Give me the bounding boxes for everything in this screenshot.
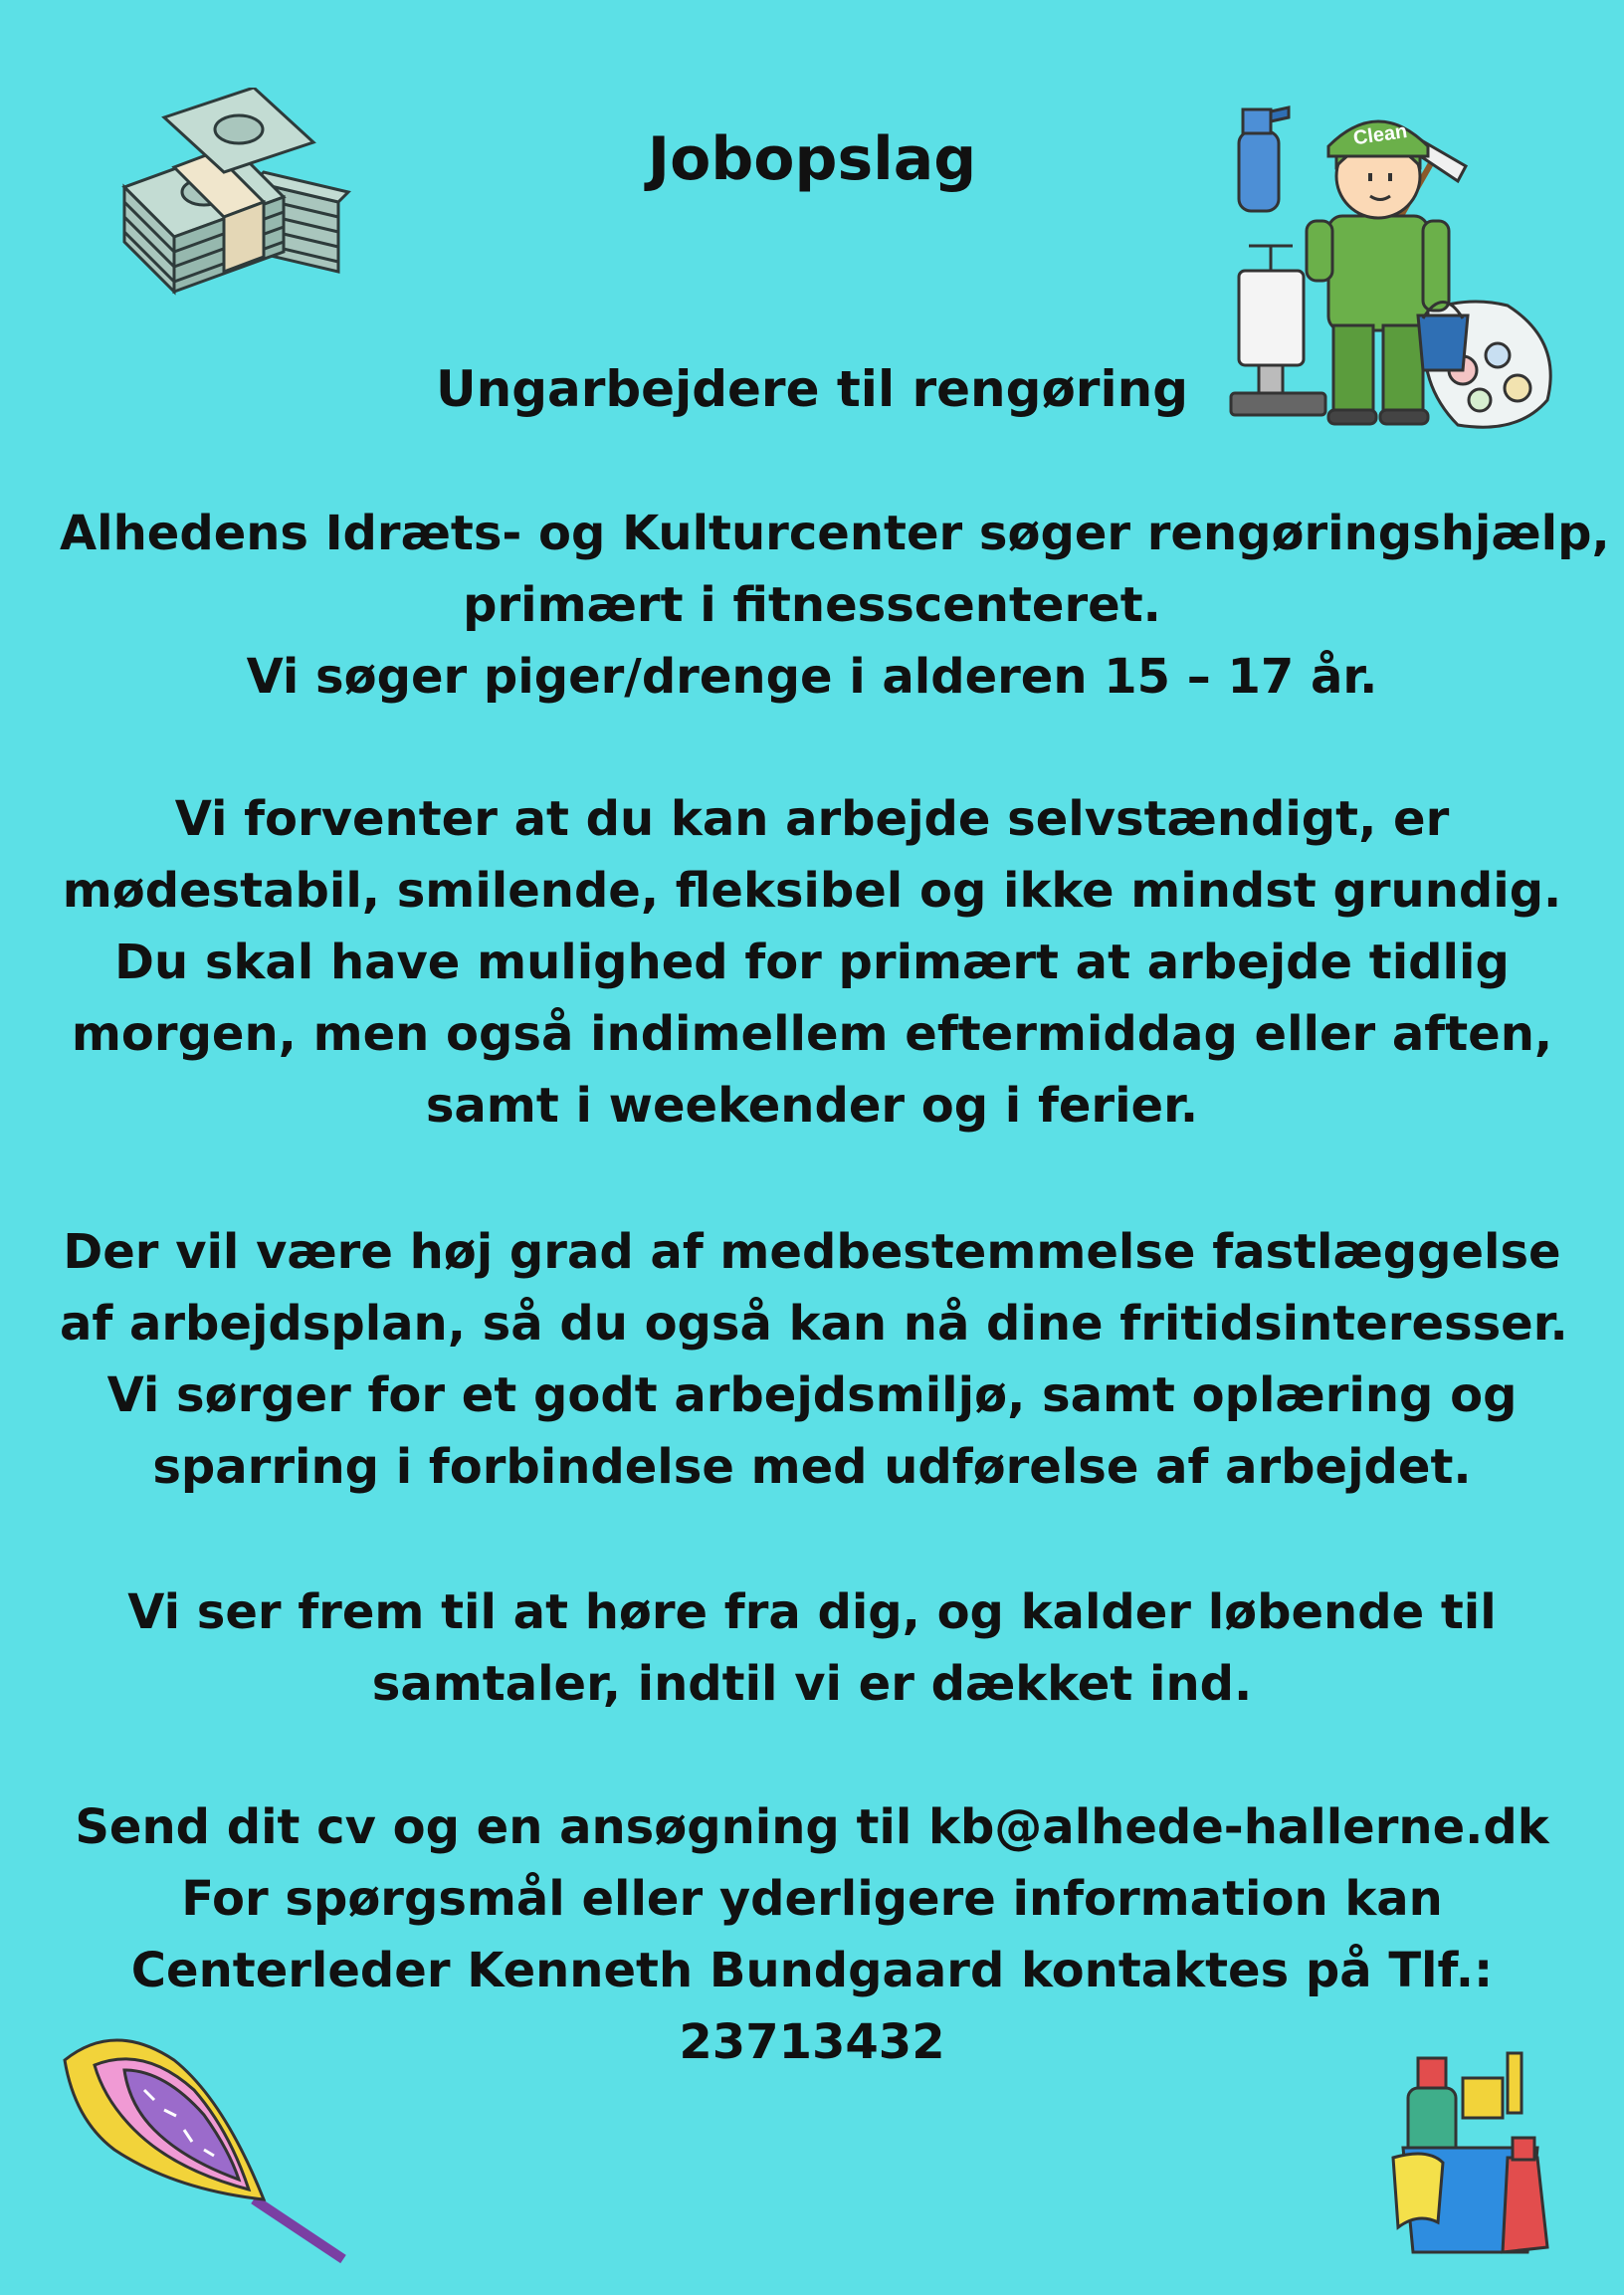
- application-email-line: Send dit cv og en ansøgning til kb@alhede-hallerne.dk: [75, 1799, 1549, 1855]
- closing-paragraph: [60, 1576, 1564, 1720]
- feather-duster-icon: [55, 2020, 353, 2269]
- text-line: Vi sørger for et godt arbejdsmiljø, samt oplæring og: [106, 1367, 1518, 1423]
- intro-paragraph: [60, 498, 1610, 713]
- text-line: Vi ser frem til at høre fra dig, og kalder løbende til: [127, 1584, 1497, 1640]
- text-line: morgen, men også indimellem eftermiddag eller aften,: [71, 1006, 1553, 1062]
- text-line: Vi forventer at du kan arbejde selvstændigt, er: [174, 791, 1450, 847]
- text-line: Alhedens Idræts- og Kulturcenter søger rengøringshjælp,: [60, 506, 1610, 561]
- cleaning-supplies-bucket-icon: [1388, 2038, 1562, 2262]
- cap-label: Clean: [1351, 120, 1409, 150]
- text-line: Vi søger piger/drenge i alderen 15 – 17 år.: [246, 649, 1378, 705]
- text-line: af arbejdsplan, så du også kan nå dine fritidsinteresser.: [60, 1296, 1568, 1352]
- text-line: samtaler, indtil vi er dækket ind.: [371, 1656, 1253, 1712]
- page-title: Jobopslag: [647, 124, 977, 194]
- expectations-paragraph: [60, 783, 1564, 1142]
- text-line: sparring i forbindelse med udførelse af arbejdet.: [152, 1439, 1472, 1495]
- text-line: For spørgsmål eller yderligere information kan: [181, 1871, 1443, 1927]
- phone-number: 23713432: [679, 2014, 945, 2070]
- text-line: samt i weekender og i ferier.: [425, 1078, 1199, 1134]
- text-line: Centerleder Kenneth Bundgaard kontaktes på Tlf.:: [130, 1943, 1494, 1998]
- job-subtitle: Ungarbejdere til rengøring: [436, 360, 1188, 418]
- text-line: mødestabil, smilende, fleksibel og ikke mindst grundig.: [62, 863, 1562, 919]
- text-line: Der vil være høj grad af medbestemmelse fastlæggelse: [63, 1224, 1561, 1280]
- text-line: Du skal have mulighed for primært at arbejde tidlig: [114, 935, 1510, 990]
- text-line: primært i fitnesscenteret.: [463, 577, 1161, 633]
- work-environment-paragraph: [60, 1216, 1568, 1503]
